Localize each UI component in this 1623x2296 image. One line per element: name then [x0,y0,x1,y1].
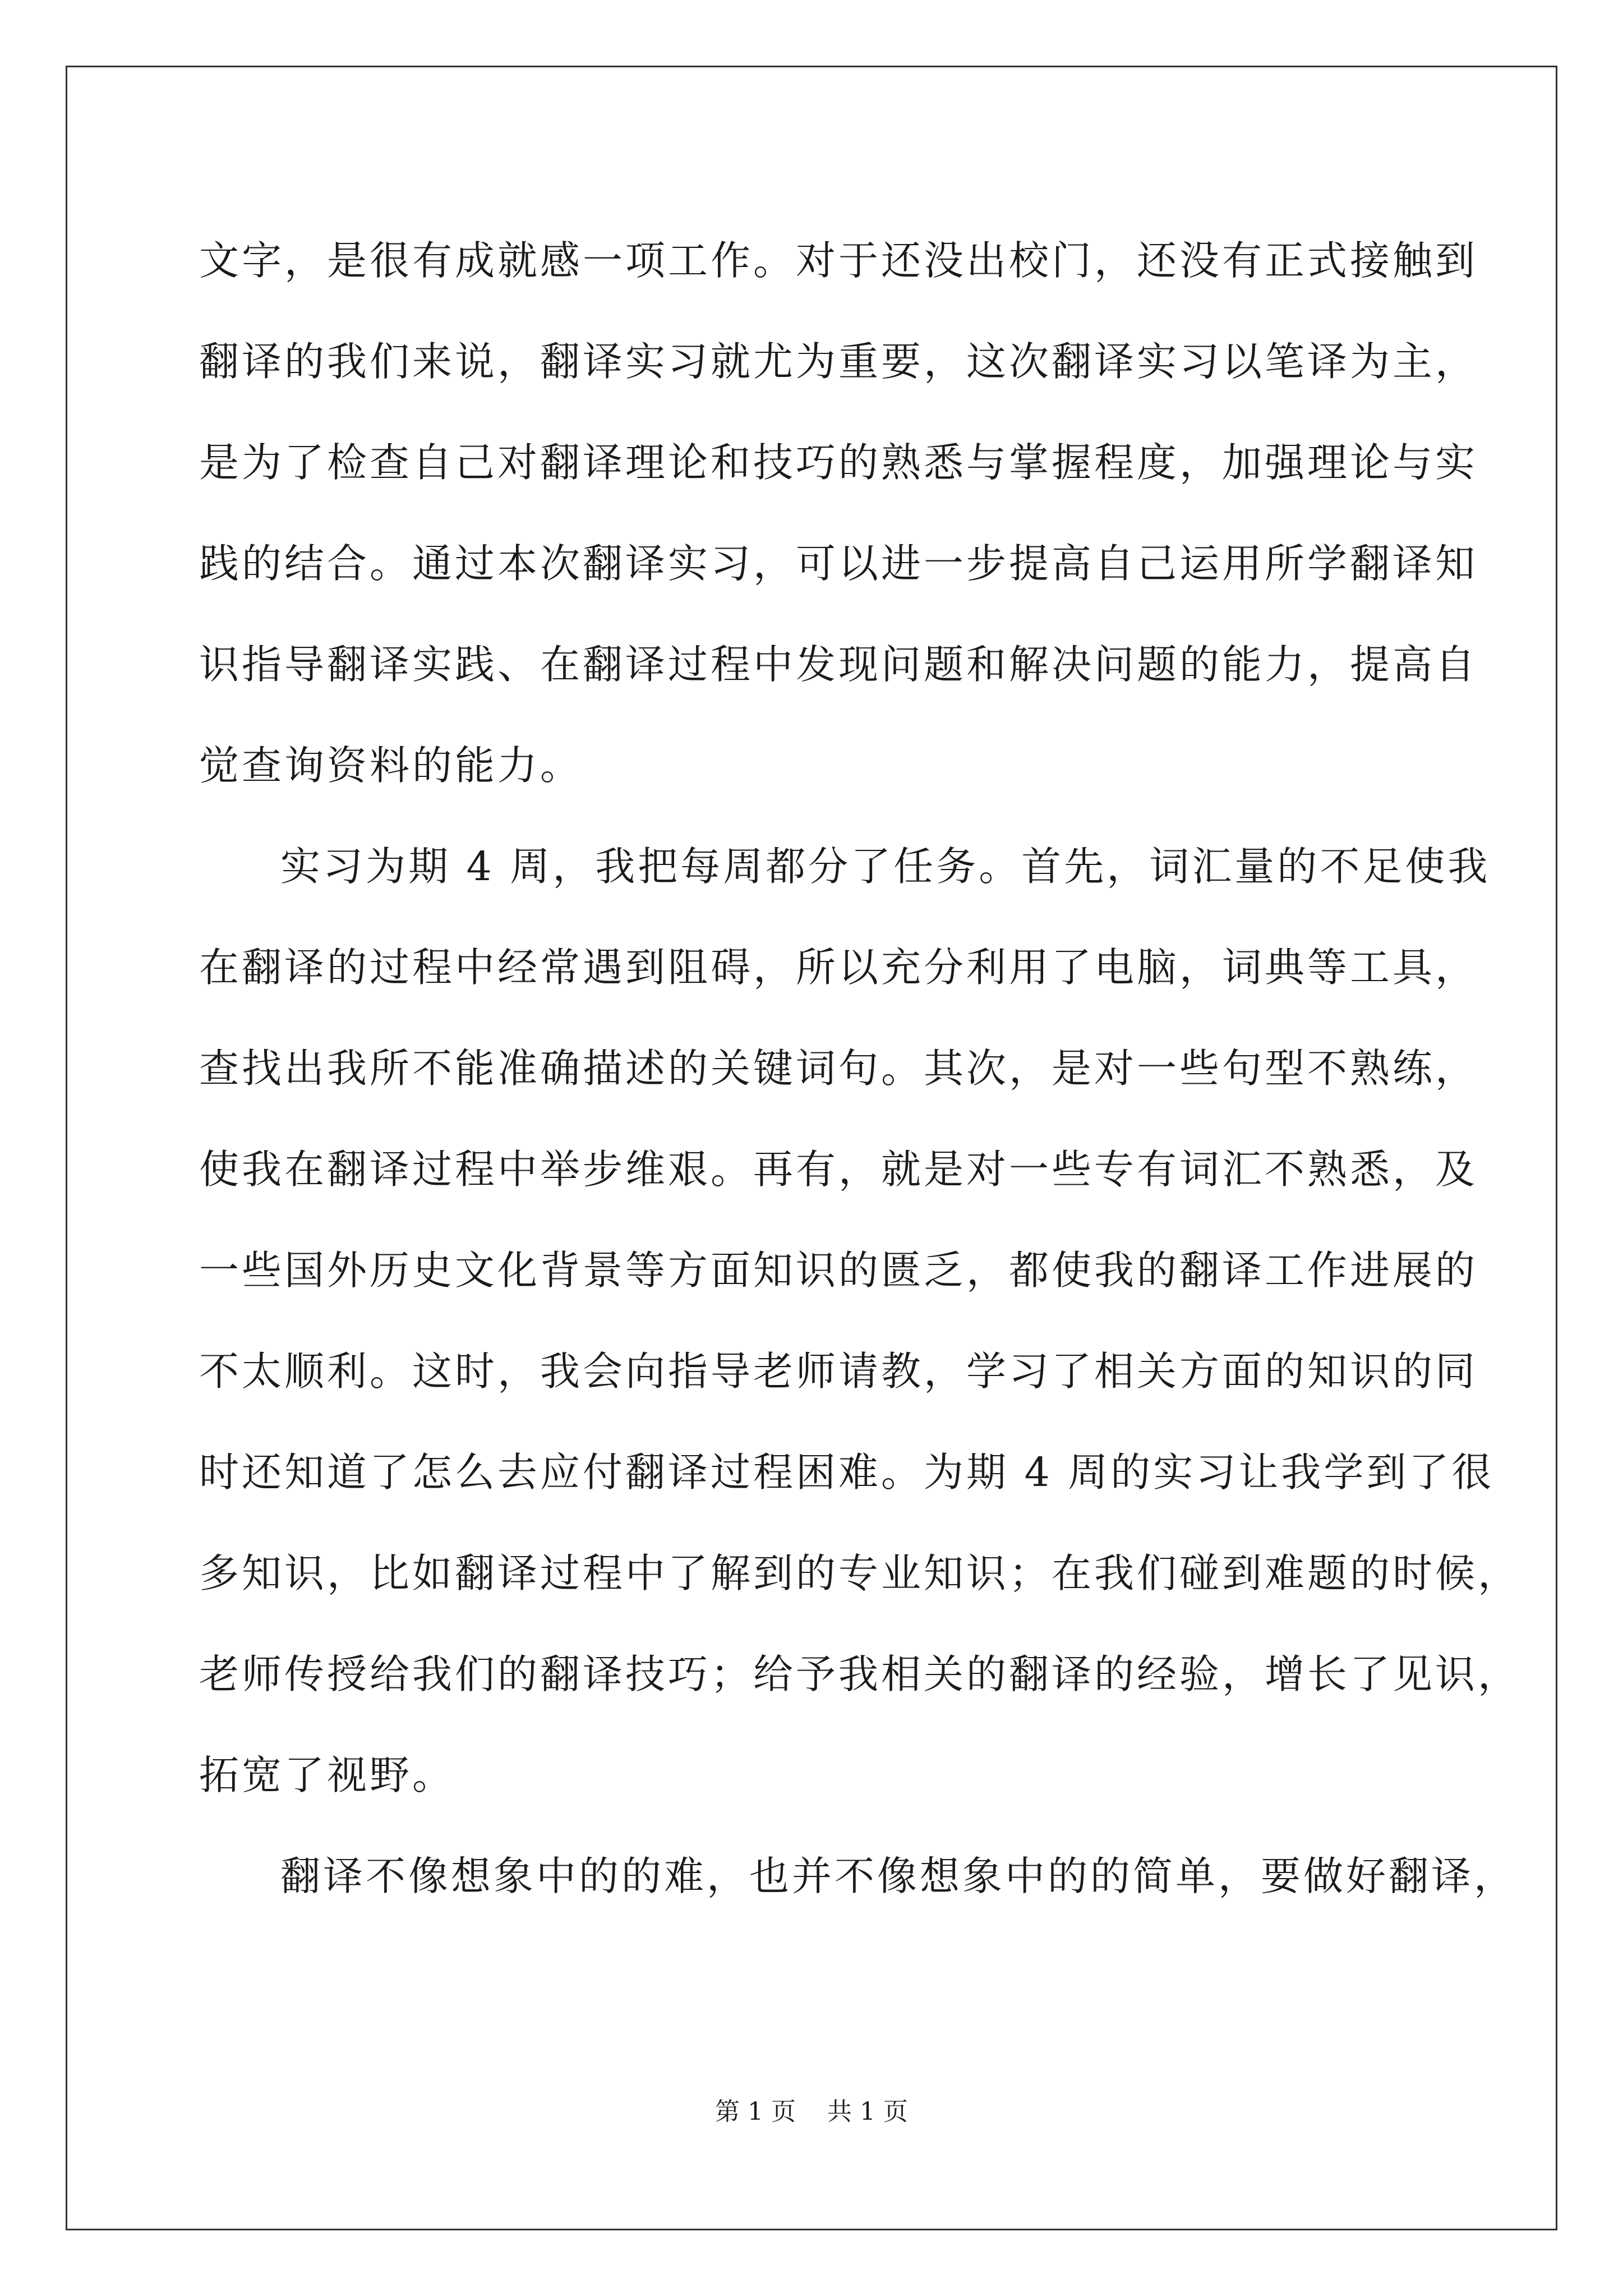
text-line: 时还知道了怎么去应付翻译过程困难。为期 4 周的实习让我学到了很 [199,1449,1495,1496]
text-line: 使我在翻译过程中举步维艰。再有，就是对一些专有词汇不熟悉，及 [199,1146,1478,1193]
text-line: 是为了检查自己对翻译理论和技巧的熟悉与掌握程度，加强理论与实 [199,439,1478,486]
text-line: 一些国外历史文化背景等方面知识的匮乏，都使我的翻译工作进展的 [199,1247,1478,1294]
text-line: 识指导翻译实践、在翻译过程中发现问题和解决问题的能力，提高自 [199,641,1478,688]
text-line: 不太顺利。这时，我会向指导老师请教，学习了相关方面的知识的同 [199,1348,1478,1395]
text-line: 文字，是很有成就感一项工作。对于还没出校门，还没有正式接触到 [199,237,1478,284]
text-line: 实习为期 4 周，我把每周都分了任务。首先，词汇量的不足使我 [280,843,1491,890]
document-body [199,210,1521,1927]
page-footer: 第 1 页 共 1 页 [715,2097,908,2126]
text-line: 觉查询资料的能力。 [199,742,583,789]
text-line: 老师传授给我们的翻译技巧；给予我相关的翻译的经验，增长了见识， [199,1651,1521,1697]
text-line: 查找出我所不能准确描述的关键词句。其次，是对一些句型不熟练， [199,1045,1478,1092]
text-line: 翻译不像想象中的的难，也并不像想象中的的简单，要做好翻译， [280,1853,1517,1899]
text-line: 践的结合。通过本次翻译实习，可以进一步提高自己运用所学翻译知 [199,540,1478,587]
text-line: 在翻译的过程中经常遇到阻碍，所以充分利用了电脑，词典等工具， [199,944,1478,991]
text-line: 翻译的我们来说，翻译实习就尤为重要，这次翻译实习以笔译为主， [199,338,1478,385]
text-line: 多知识，比如翻译过程中了解到的专业知识；在我们碰到难题的时候， [199,1550,1521,1596]
text-line: 拓宽了视野。 [199,1752,455,1798]
